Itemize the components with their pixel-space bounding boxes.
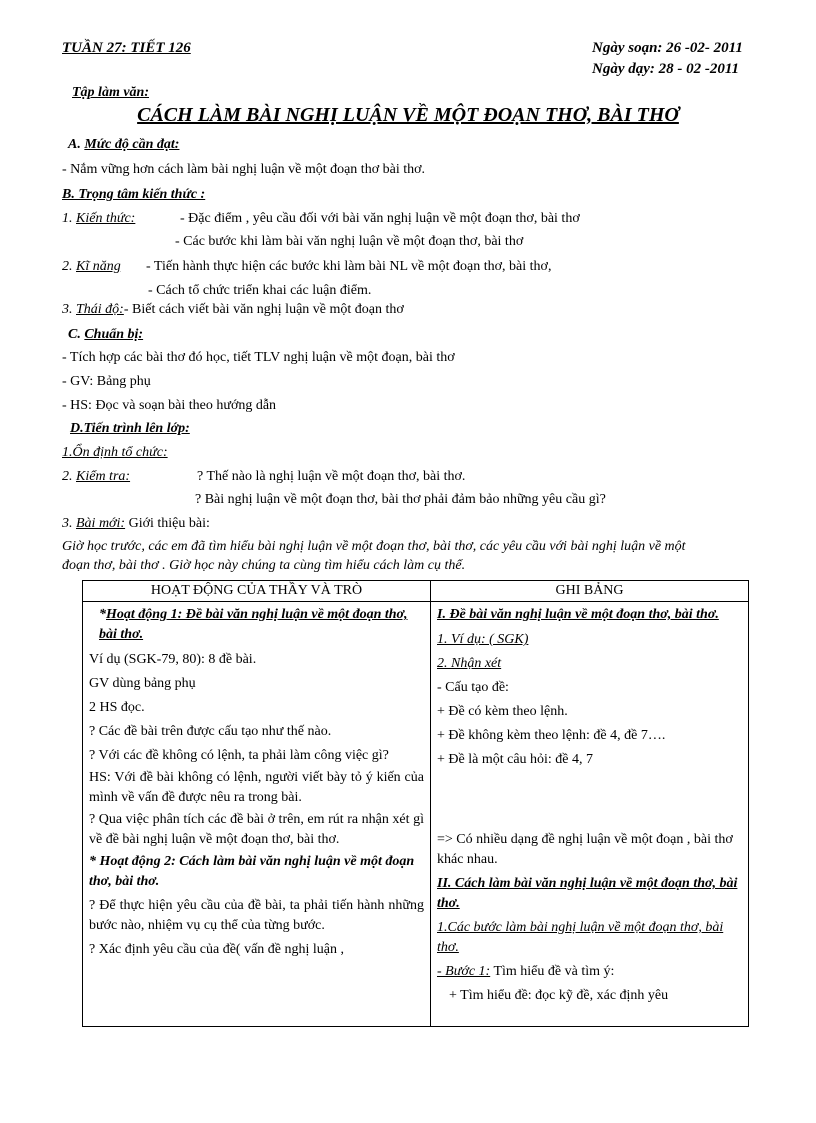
right-line-1: 1. Ví dụ: ( SGK) [437, 632, 529, 647]
attitude-label: 3. Thái độ: [62, 302, 124, 317]
section-d-heading: D.Tiến trình lên lớp: [70, 421, 190, 436]
step2-label: 2. Kiểm tra: [62, 469, 131, 484]
table-row [83, 602, 749, 1027]
intro-line-2: đoạn thơ, bài thơ . Giờ học này chúng ta cùng tìm hiểu cách làm cụ thể. [62, 558, 466, 573]
right-heading-1: I. Đề bài văn nghị luận về một đoạn thơ, bài thơ. [437, 607, 719, 622]
left-line-7: ? Qua việc phân tích các đề bài ở trên, em rút ra nhận xét gì về đề bài nghị luận về một đoạn thơ, bài thơ. [89, 812, 424, 847]
attitude-row [62, 302, 404, 318]
activity-1-title: *Hoạt động 1: Đề bài văn nghị luận về một đoạn thơ, bài thơ. [99, 607, 408, 642]
page-title: CÁCH LÀM BÀI NGHỊ LUẬN VỀ MỘT ĐOẠN THƠ, BÀI THƠ [137, 104, 679, 126]
col-left-header: HOẠT ĐỘNG CỦA THẦY VÀ TRÒ [83, 581, 431, 602]
board-notes-cell [431, 602, 749, 1027]
right-line-10: + Tìm hiểu đề: đọc kỹ đề, xác định yêu [449, 988, 669, 1003]
right-line-8: 1.Các bước làm bài nghị luận về một đoạn thơ, bài thơ. [437, 920, 724, 955]
step3-label: 3. Bài mới: [62, 516, 126, 531]
right-line-6: + Đề là một câu hỏi: đề 4, 7 [437, 752, 594, 767]
section-c-line-2: - GV: Bảng phụ [62, 374, 151, 389]
intro-line-1: Giờ học trước, các em đã tìm hiểu bài nghị luận về một đoạn thơ, bài thơ, các yêu cầu với bài nghị luận về một [62, 539, 686, 554]
knowledge-label: 1. Kiến thức: [62, 211, 136, 226]
prep-date: Ngày soạn: 26 -02- 2011 [592, 40, 743, 56]
left-line-3: 2 HS đọc. [89, 700, 145, 715]
section-b-heading: B. Trọng tâm kiến thức : [62, 187, 206, 202]
skills-label: 2. Kĩ năng [62, 259, 121, 274]
section-c-line-3: - HS: Đọc và soạn bài theo hướng dẫn [62, 398, 277, 413]
step3-row [62, 516, 210, 532]
left-line-9: ? Xác định yêu cầu của đề( vấn đề nghị luận , [89, 942, 345, 957]
section-c-heading-text: Chuẩn bị: [84, 327, 144, 342]
week-label: TUẦN 27: TIẾT 126 [62, 40, 191, 56]
teach-date: Ngày dạy: 28 - 02 -2011 [592, 61, 740, 77]
section-a-heading: A. Mức độ cần đạt: [68, 137, 180, 152]
step-1-text: Tìm hiểu đề và tìm ý: [493, 964, 615, 979]
teacher-student-cell [83, 602, 431, 1027]
knowledge-line-2: - Các bước khi làm bài văn nghị luận về một đoạn thơ, bài thơ [175, 234, 524, 249]
step2-question-1: ? Thế nào là nghị luận về một đoạn thơ, bài thơ. [197, 469, 466, 484]
left-line-2: GV dùng bảng phụ [89, 676, 196, 691]
skills-line-1: - Tiến hành thực hiện các bước khi làm bài NL về một đoạn thơ, bài thơ, [146, 259, 552, 274]
step-1-label: - Bước 1: [437, 964, 491, 979]
left-line-1: Ví dụ (SGK-79, 80): 8 đề bài. [89, 652, 257, 667]
step3-text: Giới thiệu bài: [128, 516, 210, 531]
right-line-7: => Có nhiều dạng đề nghị luận về một đoạn , bài thơ khác nhau. [437, 832, 733, 867]
left-line-6: HS: Với đề bài không có lệnh, người viết bày tỏ ý kiến của mình về vấn đề được nêu ra trong bài. [89, 770, 424, 805]
skills-line-2: - Cách tổ chức triển khai các luận điểm. [148, 283, 372, 298]
lesson-table [82, 580, 749, 1027]
section-c-line-1: - Tích hợp các bài thơ đó học, tiết TLV nghị luận về một đoạn, bài thơ [62, 350, 455, 365]
right-line-4: + Đề có kèm theo lệnh. [437, 704, 568, 719]
attitude-text: - Biết cách viết bài văn nghị luận về một đoạn thơ [123, 302, 404, 317]
step1: 1.Ổn định tổ chức: [62, 445, 168, 460]
knowledge-line-1: - Đặc điểm , yêu cầu đối với bài văn nghị luận về một đoạn thơ, bài thơ [180, 211, 580, 226]
table-header-row [83, 581, 749, 602]
left-line-5: ? Với các đề không có lệnh, ta phải làm công việc gì? [89, 748, 389, 763]
subject-label: Tập làm văn: [72, 85, 149, 100]
right-heading-2: II. Cách làm bài văn nghị luận về một đoạn thơ, bài thơ. [437, 876, 738, 911]
section-a-line: - Nắm vững hơn cách làm bài nghị luận về một đoạn thơ bài thơ. [62, 162, 425, 177]
left-line-8: ? Để thực hiện yêu cầu của đề bài, ta phải tiến hành những bước nào, nhiệm vụ cụ thể của từng bước. [89, 898, 424, 933]
activity-2-title: * Hoạt động 2: Cách làm bài văn nghị luận về một đoạn thơ, bài thơ. [89, 854, 415, 889]
right-line-3: - Cấu tạo đề: [437, 680, 509, 695]
right-line-2: 2. Nhận xét [437, 656, 502, 671]
right-line-5: + Đề không kèm theo lệnh: đề 4, đề 7…. [437, 728, 666, 743]
section-a-heading-text: Mức độ cần đạt: [84, 137, 180, 152]
col-right-header: GHI BẢNG [431, 581, 749, 602]
left-line-4: ? Các đề bài trên được cấu tạo như thế nào. [89, 724, 332, 739]
step2-question-2: ? Bài nghị luận về một đoạn thơ, bài thơ phải đảm bảo những yêu cầu gì? [195, 492, 606, 507]
section-c-heading: C. Chuẩn bị: [68, 327, 144, 342]
right-line-9 [437, 962, 742, 982]
